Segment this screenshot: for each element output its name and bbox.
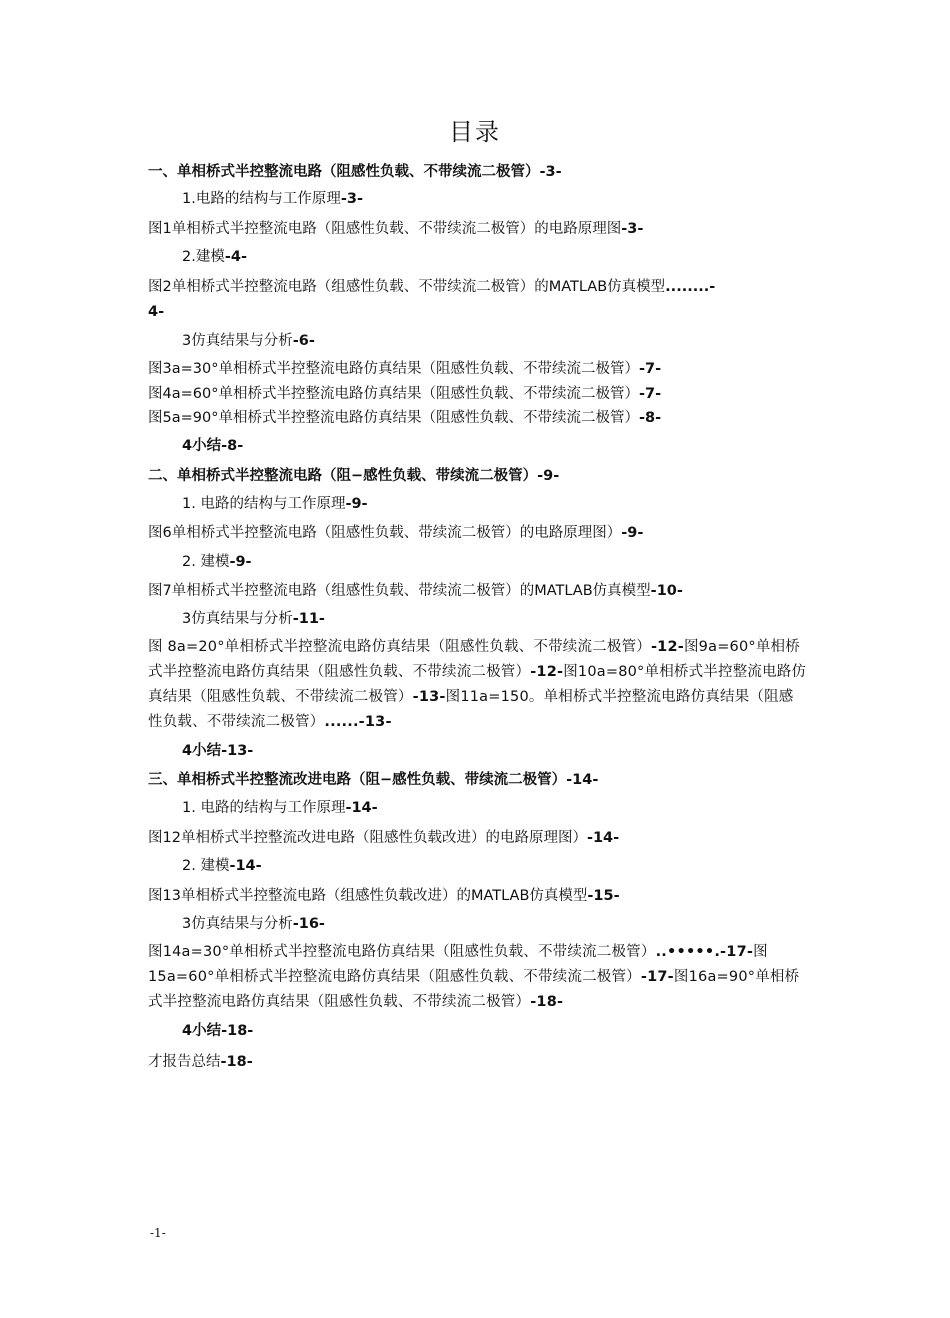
entry-page: -7- [638, 386, 662, 402]
entry-page: -4- [224, 249, 247, 265]
entry-text: 图 8a=20°单相桥式半控整流电路仿真结果（阻感性负载、不带续流二极管） [148, 639, 651, 655]
toc-entry-1-3[interactable] [182, 329, 802, 353]
toc-entry-2-1[interactable] [182, 492, 802, 516]
toc-title: 目录 [449, 118, 501, 146]
entry-text: 3仿真结果与分析 [182, 916, 293, 932]
entry-page: -9- [537, 468, 560, 484]
entry-text: 图7单相桥式半控整流电路（组感性负载、带续流二极管）的MATLAB仿真模型 [148, 583, 651, 599]
entry-text: 图5a=90°单相桥式半控整流电路仿真结果（阻感性负载、不带续流二极管） [148, 410, 639, 426]
entry-text: 图13单相桥式半控整流电路（组感性负载改进）的MATLAB仿真模型 [148, 888, 588, 904]
entry-page: -9- [229, 554, 252, 570]
entry-page: -14- [345, 800, 378, 816]
entry-text: 4小结 [182, 1023, 222, 1039]
toc-entry-fig-2[interactable] [148, 275, 808, 299]
toc-paragraph-section-2-figures [148, 635, 808, 735]
entry-text: 图11a=150。单相桥式半控整流电路仿真结果（阻感性负载、不带续流二极管） [148, 689, 794, 730]
entry-text: 三、单相桥式半控整流改进电路（阻−感性负载、带续流二极管） [148, 772, 567, 788]
entry-page: -6- [292, 333, 315, 349]
toc-entry-fig-2-page [148, 300, 808, 324]
toc-entry-fig-12[interactable] [148, 826, 808, 850]
entry-text: 图2单相桥式半控整流电路（组感性负载、不带续流二极管）的MATLAB仿真模型 [148, 279, 666, 295]
entry-page: -9- [345, 496, 368, 512]
toc-entry-3-1[interactable] [182, 796, 802, 820]
entry-page: -14- [586, 830, 620, 846]
toc-entry-1-4[interactable] [182, 434, 802, 458]
entry-text: 图9a=60°单相桥式半控整流电路仿真结果（阻感性负载、不带续流二极管） [148, 639, 800, 680]
entry-text: 图6单相桥式半控整流电路（阻感性负载、带续流二极管）的电路原理图） [148, 525, 622, 541]
toc-entry-fig-6[interactable] [148, 521, 808, 545]
entry-page: -11- [292, 611, 325, 627]
toc-entry-2-2[interactable] [182, 550, 802, 574]
entry-page: -18- [530, 994, 564, 1010]
entry-page: ..•••••.-17- [655, 944, 754, 960]
entry-text: 图1单相桥式半控整流电路（阻感性负载、不带续流二极管）的电路原理图 [148, 221, 622, 237]
toc-entry-3-2[interactable] [182, 854, 802, 878]
entry-page: -13- [412, 689, 446, 705]
entry-page: -9- [621, 525, 644, 541]
entry-page: 4- [148, 304, 165, 320]
toc-entry-section-1[interactable] [148, 160, 808, 184]
entry-page: -16- [292, 916, 325, 932]
toc-entry-3-3[interactable] [182, 912, 802, 936]
entry-page: -3- [621, 221, 644, 237]
entry-text: 1.电路的结构与工作原理 [182, 191, 341, 207]
toc-inline-fig-8[interactable] [148, 639, 684, 655]
toc-entry-2-3[interactable] [182, 607, 802, 631]
toc-entry-section-3[interactable] [148, 768, 808, 792]
page-number-footer: -1- [150, 1226, 166, 1240]
entry-text: 图14a=30°单相桥式半控整流电路仿真结果（阻感性负载、不带续流二极管） [148, 944, 656, 960]
toc-entry-3-4[interactable] [182, 1019, 802, 1043]
entry-text: 图16a=90°单相桥式半控整流电路仿真结果（阻感性负载、不带续流二极管） [148, 969, 800, 1010]
entry-page: ......-13- [324, 714, 392, 730]
toc-entry-1-2[interactable] [182, 245, 802, 269]
entry-text: 图12单相桥式半控整流改进电路（阻感性负载改进）的电路原理图） [148, 830, 587, 846]
toc-entry-fig-4[interactable] [148, 382, 808, 406]
toc-entry-1-1[interactable] [182, 187, 802, 211]
toc-entry-fig-7[interactable] [148, 579, 808, 603]
toc-entry-2-4[interactable] [182, 739, 802, 763]
entry-page: -13- [221, 743, 254, 759]
entry-text: 3仿真结果与分析 [182, 333, 293, 349]
entry-text: 一、单相桥式半控整流电路（阻感性负载、不带续流二极管） [148, 164, 540, 180]
entry-text: 1. 电路的结构与工作原理 [182, 496, 346, 512]
toc-entry-fig-1[interactable] [148, 217, 808, 241]
entry-page: -12- [650, 639, 684, 655]
entry-page: -14- [229, 858, 262, 874]
toc-paragraph-section-3-figures [148, 940, 808, 1015]
entry-text: 图10a=80°单相桥式半控整流电路仿真结果（阻感性负载、不带续流二极管） [148, 664, 807, 705]
entry-text: 2. 建模 [182, 554, 230, 570]
entry-text: 3仿真结果与分析 [182, 611, 293, 627]
entry-page: -18- [220, 1054, 253, 1070]
entry-page: -8- [221, 438, 244, 454]
entry-text: 图4a=60°单相桥式半控整流电路仿真结果（阻感性负载、不带续流二极管） [148, 386, 639, 402]
entry-page: ........- [665, 279, 716, 295]
entry-text: 图15a=60°单相桥式半控整流电路仿真结果（阻感性负载、不带续流二极管） [148, 944, 768, 985]
entry-page: -18- [221, 1023, 254, 1039]
entry-page: -17- [640, 969, 674, 985]
entry-text: 4小结 [182, 743, 222, 759]
entry-page: -10- [650, 583, 683, 599]
toc-inline-fig-14[interactable] [148, 944, 753, 960]
entry-text: 才报告总结 [148, 1054, 221, 1070]
entry-text: 2.建模 [182, 249, 225, 265]
entry-page: -8- [638, 410, 662, 426]
entry-page: -12- [530, 664, 564, 680]
toc-entry-section-2[interactable] [148, 464, 808, 488]
entry-page: -3- [340, 191, 363, 207]
entry-text: 2. 建模 [182, 858, 230, 874]
entry-text: 4小结 [182, 438, 222, 454]
entry-page: -7- [638, 361, 662, 377]
entry-page: -3- [539, 164, 562, 180]
toc-entry-fig-5[interactable] [148, 406, 808, 430]
toc-entry-summary[interactable] [148, 1050, 808, 1074]
toc-entry-fig-3[interactable] [148, 357, 808, 381]
entry-page: -15- [587, 888, 620, 904]
entry-text: 图3a=30°单相桥式半控整流电路仿真结果（阻感性负载、不带续流二极管） [148, 361, 639, 377]
entry-text: 二、单相桥式半控整流电路（阻−感性负载、带续流二极管） [148, 468, 538, 484]
entry-page: -14- [566, 772, 599, 788]
toc-entry-fig-13[interactable] [148, 884, 808, 908]
entry-text: 1. 电路的结构与工作原理 [182, 800, 346, 816]
